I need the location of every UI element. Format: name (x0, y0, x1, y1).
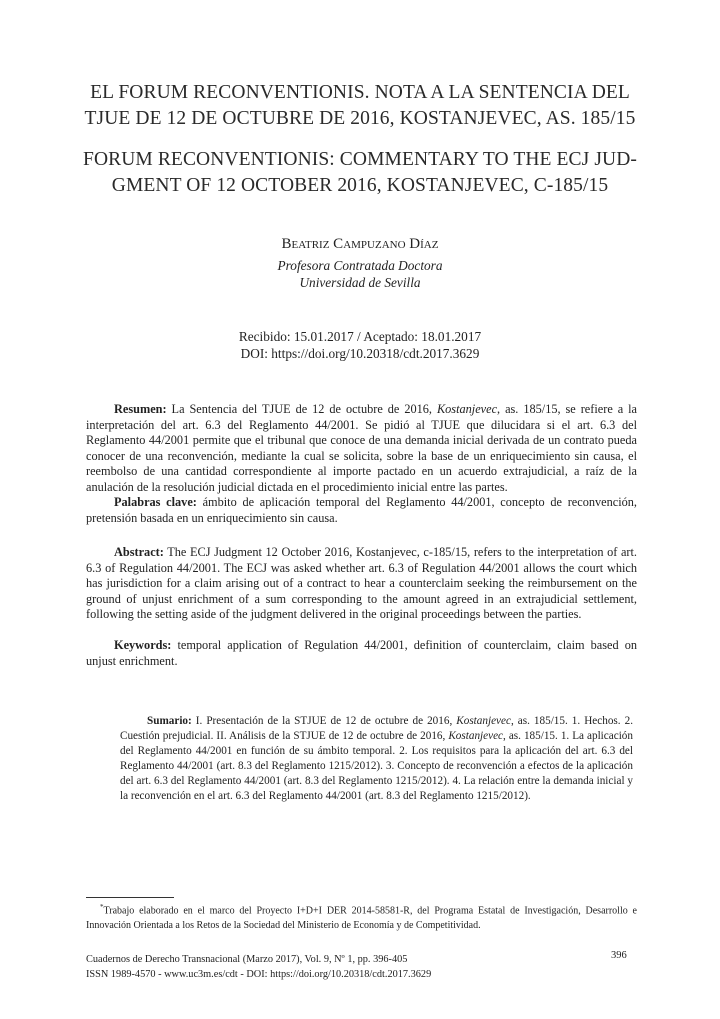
title-english-line-2: GMENT OF 12 OCTOBER 2016, KOSTANJEVEC, C-185/15 (111, 175, 609, 196)
sumario-case-name-2: Kostanjevec (448, 730, 504, 742)
sumario-label: Sumario: (147, 715, 192, 727)
resumen-text-1: La Sentencia del TJUE de 12 de octubre de 2016, (166, 402, 437, 416)
resumen-label: Resumen: (114, 402, 167, 416)
footnote-text: Trabajo elaborado en el marco del Proyecto I+D+I DER 2014-58581-R, del Programa Estatal de Investigación, Desarrollo e Innovación Orientada a los Retos de la Sociedad del Ministerio de Economía y de Competitividad. (86, 905, 637, 932)
title-english-line-1: FORUM RECONVENTIONIS: COMMENTARY TO THE ECJ JUD- (83, 149, 637, 170)
doi-link[interactable]: DOI: https://doi.org/10.20318/cdt.2017.3629 (240, 346, 480, 361)
title-spanish (0, 80, 720, 132)
palabras-clave-paragraph (86, 495, 637, 526)
title-spanish-line-1: EL FORUM RECONVENTIONIS. NOTA A LA SENTENCIA DEL (90, 82, 630, 103)
footnote-divider (86, 897, 174, 898)
resumen-case-name: Kostanjevec (436, 402, 498, 416)
issn-line: ISSN 1989-4570 - www.uc3m.es/cdt - DOI: https://doi.org/10.20318/cdt.2017.3629 (86, 969, 432, 980)
author-institution: Universidad de Sevilla (299, 275, 421, 290)
keywords-text: temporal application of Regulation 44/2001, definition of counterclaim, claim based on unjust enrichment. (86, 638, 637, 668)
sumario-case-name-1: Kostanjevec (456, 715, 511, 727)
resumen-paragraph (86, 402, 637, 496)
palabras-clave-label: Palabras clave: (114, 495, 197, 509)
received-accepted-dates: Recibido: 15.01.2017 / Aceptado: 18.01.2017 (238, 329, 482, 344)
author-position: Profesora Contratada Doctora (277, 258, 443, 273)
sumario-paragraph (120, 714, 633, 804)
sumario-text-2: , as. 185/15. 1. Hechos. 2. Cuestión prejudicial. II. Análisis de la STJUE de 12 de octubre de 2016, (120, 715, 633, 742)
footnote (86, 900, 637, 933)
title-english (0, 147, 720, 199)
sumario-text-3: , as. 185/15. 1. La aplicación del Reglamento 44/2001 en función de su ámbito temporal. 2. Los requisitos para la aplicación del art. 6.3 del Reglamento 44/2001 (art. 8.3 del Reglamento 1215/2012). 3. Concepto de reconvención a efectos de la aplicación del art. 6.3 del Reglamento 44/2001 (art. 8.3 del Reglamento 1215/2012). 4. La relación entre la demanda inicial y la reconvención en el art. 6.3 del Reglamento 44/2001 (art. 8.3 del Reglamento 1215/2012). (120, 730, 633, 802)
keywords-label: Keywords: (114, 638, 172, 652)
sumario-text-1: I. Presentación de la STJUE de 12 de octubre de 2016, (191, 715, 457, 727)
footnote-marker: * (100, 903, 104, 911)
abstract-text: The ECJ Judgment 12 October 2016, Kostanjevec, c-185/15, refers to the interpretation of art. 6.3 of Regulation 44/2001. The ECJ was asked whether art. 6.3 of Regulation 44/2001 allows the court which has jurisdiction for a claim arising out of a contract to hear a counterclaim seeking the reimbursement on the ground of unjust enrichment of a sum corresponding to the amount agreed in an extrajudicial settlement, following the setting aside of the judgment delivered in the original proceedings between the parties. (86, 545, 637, 622)
abstract-label: Abstract: (114, 545, 164, 559)
title-spanish-line-2: TJUE DE 12 DE OCTUBRE DE 2016, KOSTANJEVEC, AS. 185/15 (84, 108, 636, 129)
palabras-clave-text: ámbito de aplicación temporal del Reglamento 44/2001, concepto de reconvención, pretensión basada en un enriquecimiento sin causa. (86, 495, 637, 525)
resumen-text-2: , as. 185/15, se refiere a la interpretación del art. 6.3 del Reglamento 44/2001. Se pidió al TJUE que dilucidara si el art. 6.3 del Reglamento 44/2001 permite que el tribunal que conoce de una demanda inicial derivada de un contrato pueda conocer de una reconvención, mediante la cual se solicita, sobre la base de un enriquecimiento sin causa, el reembolso de una cantidad correspondiente al importe pactado en un acuerdo extrajudicial, a raíz de la anulación de la resolución judicial dictada en el procedimiento inicial entre las partes. (86, 402, 637, 494)
journal-citation: Cuadernos de Derecho Transnacional (Marzo 2017), Vol. 9, Nº 1, pp. 396-405 (86, 954, 408, 965)
page-number: 396 (611, 950, 627, 961)
keywords-paragraph (86, 638, 637, 669)
abstract-paragraph (86, 545, 637, 623)
author-name: Beatriz Campuzano Díaz (281, 236, 439, 252)
